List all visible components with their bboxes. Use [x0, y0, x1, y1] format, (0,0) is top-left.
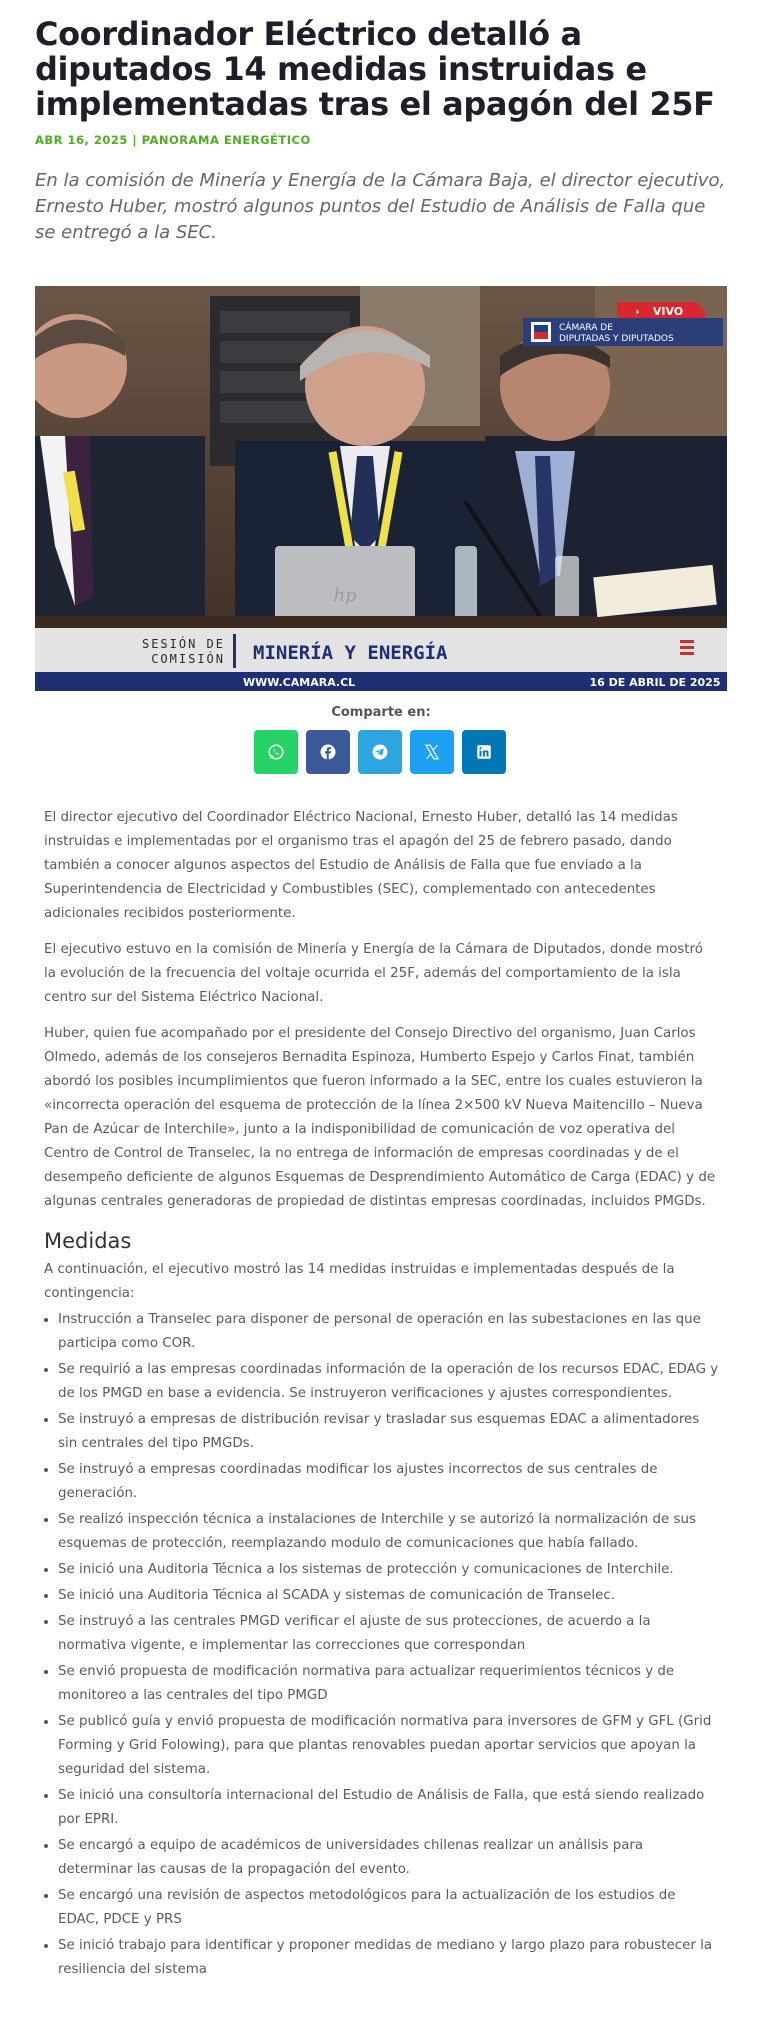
camara-website: WWW.CAMARA.CL	[243, 676, 356, 689]
list-item: • Se inició una consultoría internacional del Estudio de Análisis de Falla, que está siendo realizado por EPRI.	[58, 1784, 719, 1832]
article-meta[interactable]: ABR 16, 2025 | PANORAMA ENERGÉTICO	[35, 133, 311, 147]
share-telegram-button[interactable]	[358, 730, 402, 774]
commission-name: MINERÍA Y ENERGÍA	[253, 642, 448, 664]
body-paragraph-2: El ejecutivo estuvo en la comisión de Minería y Energía de la Cámara de Diputados, donde mostró la evolución de la frecuencia del voltaje ocurrida el 25F, además del comportamiento de la isla centro sur del Sistema Eléctrico Nacional.	[44, 942, 703, 1005]
list-item: • Se inició trabajo para identificar y proponer medidas de mediano y largo plazo para robustecer la resiliencia del sistema	[58, 1934, 719, 1982]
article-title: Coordinador Eléctrico detalló a diputados 14 medidas instruidas e implementadas tras el apagón del 25F	[35, 15, 715, 123]
list-item: • Se publicó guía y envió propuesta de modificación normativa para inversores de GFM y GFL (Grid Forming y Grid Folowing), para que plantas renovables puedan aportar servicios que apoyan la seguridad del sistema.	[58, 1710, 719, 1782]
hero-photo	[35, 286, 727, 691]
article-lead: En la comisión de Minería y Energía de la Cámara Baja, el director ejecutivo, Ernesto Huber, mostró algunos puntos del Estudio de Análisis de Falla que se entregó a la SEC.	[35, 170, 726, 243]
list-item: • Se instruyó a empresas de distribución revisar y trasladar sus esquemas EDAC a alimentadores sin centrales del tipo PMGDs.	[58, 1408, 719, 1456]
list-item: • Se inició una Auditoria Técnica al SCADA y sistemas de comunicación de Transelec.	[58, 1584, 719, 1608]
list-item: • Se envió propuesta de modificación normativa para actualizar requerimientos técnicos y de monitoreo a las centrales del tipo PMGD	[58, 1660, 719, 1708]
session-line-2: COMISIÓN	[151, 652, 225, 666]
share-facebook-button[interactable]	[306, 730, 350, 774]
live-badge: VIVO	[652, 305, 684, 318]
play-arrow-icon: ›	[635, 305, 640, 318]
share-linkedin-button[interactable]	[462, 730, 506, 774]
share-x-button[interactable]	[410, 730, 454, 774]
section-heading-medidas: Medidas	[44, 1229, 132, 1253]
share-buttons	[0, 730, 759, 774]
list-item: • Se requirió a las empresas coordinadas información de la operación de los recursos EDAC, EDAG y de los PMGD en base a evidencia. Se instruyeron verificaciones y ajustes correspondientes.	[58, 1358, 719, 1406]
list-item: • Se encargó una revisión de aspectos metodológicos para la actualización de los estudios de EDAC, PDCE y PRS	[58, 1884, 719, 1932]
channel-line-2: DIPUTADAS Y DIPUTADOS	[559, 334, 674, 344]
list-item: • Se instruyó a las centrales PMGD verificar el ajuste de sus protecciones, de acuerdo a la normativa vigente, e implementar las correcciones que correspondan	[58, 1610, 719, 1658]
facebook-icon	[319, 743, 337, 761]
linkedin-icon	[475, 743, 493, 761]
list-item: • Se instruyó a empresas coordinadas modificar los ajustes incorrectos de sus centrales de generación.	[58, 1458, 719, 1506]
hero-image	[35, 286, 727, 691]
broadcast-date: 16 DE ABRIL DE 2025	[589, 676, 721, 689]
medidas-list	[44, 1308, 719, 1982]
medidas-intro: A continuación, el ejecutivo mostró las 14 medidas instruidas e implementadas después de la contingencia:	[44, 1262, 675, 1301]
session-line-1: SESIÓN DE	[141, 637, 225, 651]
list-item: • Se encargó a equipo de académicos de universidades chilenas realizar un análisis para determinar las causas de la propagación del evento.	[58, 1834, 719, 1882]
channel-line-1: CÁMARA DE	[559, 323, 613, 333]
article-body	[44, 806, 719, 1984]
article-header	[35, 0, 727, 246]
list-item: • Se realizó inspección técnica a instalaciones de Interchile y se autorizó la normalización de sus esquemas de protección, reemplazando modulo de comunicaciones que había fallado.	[58, 1508, 719, 1556]
x-icon	[423, 743, 441, 761]
share-title: Comparte en:	[331, 705, 431, 720]
whatsapp-icon	[267, 743, 285, 761]
list-item: • Instrucción a Transelec para disponer de personal de operación en las subestaciones en las que participa como COR.	[58, 1308, 719, 1356]
laptop-brand: hp	[333, 585, 357, 606]
telegram-icon	[371, 743, 389, 761]
body-paragraph-1: El director ejecutivo del Coordinador Eléctrico Nacional, Ernesto Huber, detalló las 14 medidas instruidas e implementadas por el organismo tras el apagón del 25 de febrero pasado, dando también a conocer algunos aspectos del Estudio de Análisis de Falla que fue enviado a la Superintendencia de Electricidad y Combustibles (SEC), complementado con antecedentes adicionales recibidos posteriormente.	[44, 810, 678, 921]
list-item: • Se inició una Auditoria Técnica a los sistemas de protección y comunicaciones de Interchile.	[58, 1558, 719, 1582]
share-whatsapp-button[interactable]	[254, 730, 298, 774]
body-paragraph-3: Huber, quien fue acompañado por el presidente del Consejo Directivo del organismo, Juan Carlos Olmedo, además de los consejeros Bernadita Espinoza, Humberto Espejo y Carlos Finat, también abordó los posibles incumplimientos que fueron informado a la SEC, entre los cuales estuvieron la «incorrecta operación del esquema de protección de la línea 2×500 kV Nueva Maitencillo – Nueva Pan de Azúcar de Interchile», junto a la indisponibilidad de comunicación de voz operativa del Centro de Control de Transelec, la no entrega de información de empresas coordinadas y de el desempeño deficiente de algunos Esquemas de Desprendimiento Automático de Carga (EDAC) y de algunas centrales generadoras de propiedad de distintas empresas coordinadas, incluidos PMGDs.	[44, 1026, 716, 1209]
